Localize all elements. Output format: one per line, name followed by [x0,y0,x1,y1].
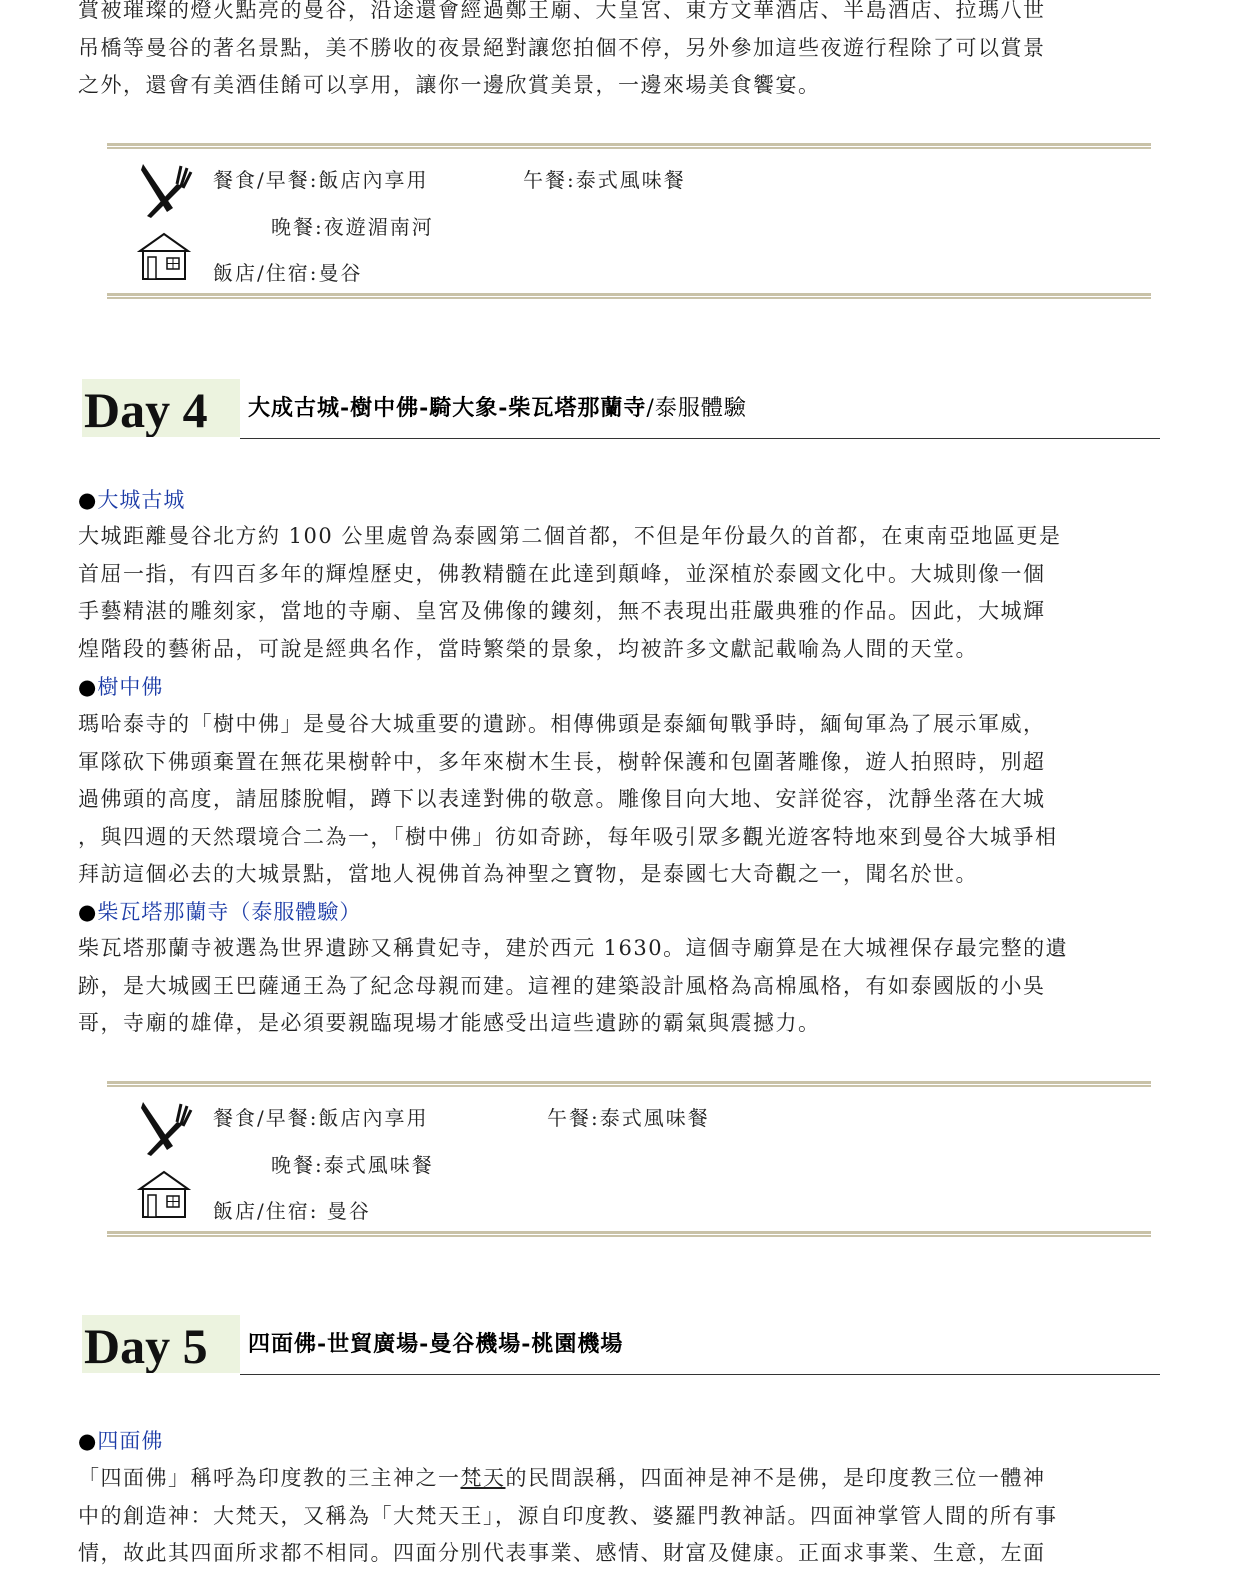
day5-header [82,1315,1160,1377]
section-heading-text: 大城古城 [97,488,186,512]
paragraph-line: 瑪哈泰寺的「樹中佛」是曼谷大城重要的遺跡。相傳佛頭是泰緬甸戰爭時，緬甸軍為了展示軍威， [78,712,1046,736]
section-paragraph [78,930,1168,1043]
paragraph-line: 過佛頭的高度，請屈膝脫帽，蹲下以表達對佛的敬意。雕像目向大地、安詳從容，沈靜坐落在大城 [78,787,1046,812]
section-heading-text: 柴瓦塔那蘭寺（泰服體驗） [97,900,362,924]
paragraph-line: 柴瓦塔那蘭寺被選為世界遺跡又稱貴妃寺，建於西元 1630。這個寺廟算是在大城裡保存最完整的遺 [78,936,1069,960]
section-heading-text: 樹中佛 [97,675,164,699]
divider [240,438,1160,439]
meal-box-day4 [107,1081,1151,1237]
day-label: Day 5 [82,1315,240,1373]
dinner-text: 晚餐:夜遊湄南河 [271,215,434,239]
hotel-text: 飯店/住宿:曼谷 [213,261,363,285]
bullet-icon: ● [78,488,98,512]
divider [240,1374,1160,1375]
text-run: 「四面佛」稱呼為印度教的三主神之一 [78,1466,461,1490]
breakfast-text: 餐食/早餐:飯店內享用 [213,168,429,192]
paragraph-line: 大城距離曼谷北方約 100 公里處曾為泰國第二個首都，不但是年份最久的首都，在東南亞地區更是 [78,524,1062,548]
day-label: Day 4 [82,379,240,437]
meal-box-day3 [107,143,1151,299]
day-title-main: 四面佛-世貿廣場-曼谷機場-桃園機場 [248,1331,624,1357]
fork-knife-icon [137,160,193,220]
paragraph-line: 情，故此其四面所求都不相同。四面分別代表事業、感情、財富及健康。正面求事業、生意，左面 [78,1541,1046,1566]
day-title [248,1327,623,1358]
divider [107,1231,1151,1237]
text-run: 的民間誤稱，四面神是神不是佛，是印度教三位一體神 [505,1466,1046,1490]
section-heading [78,1426,163,1456]
section-heading [78,897,361,927]
divider [107,1081,1151,1087]
paragraph-line [78,1466,1046,1490]
intro-line: 賞被璀璨的燈火點亮的曼谷，沿途還會經過鄭王廟、大皇宮、東方文華酒店、半島酒店、拉瑪八世 [78,0,1046,22]
lunch-text: 午餐:泰式風味餐 [547,1106,710,1130]
breakfast-text: 餐食/早餐:飯店內享用 [213,1106,429,1130]
day-title-sub: /泰服體驗 [646,396,747,421]
paragraph-line: ，與四週的天然環境合二為一，「樹中佛」彷如奇跡，每年吸引眾多觀光遊客特地來到曼谷大城爭相 [78,824,1058,849]
intro-paragraph [78,0,1168,105]
day-title-main: 大成古城-樹中佛-騎大象-柴瓦塔那蘭寺 [248,395,647,421]
bullet-icon: ● [78,675,98,699]
bullet-icon: ● [78,900,98,924]
divider [107,143,1151,149]
paragraph-line: 煌階段的藝術品，可說是經典名作，當時繁榮的景象，均被許多文獻記載喻為人間的天堂。 [78,636,978,661]
intro-line: 之外，還會有美酒佳餚可以享用，讓你一邊欣賞美景，一邊來場美食饗宴。 [78,73,821,98]
house-icon [137,231,191,281]
paragraph-line: 跡，是大城國王巴薩通王為了紀念母親而建。這裡的建築設計風格為高棉風格，有如泰國版的小吳 [78,973,1046,998]
paragraph-line: 手藝精湛的雕刻家，當地的寺廟、皇宮及佛像的鏤刻，無不表現出莊嚴典雅的作品。因此，大城輝 [78,599,1046,624]
paragraph-line: 哥，寺廟的雄偉，是必須要親臨現場才能感受出這些遺跡的霸氣與震撼力。 [78,1011,821,1036]
day-title [248,391,747,422]
section-paragraph [78,518,1168,668]
lunch-text: 午餐:泰式風味餐 [523,168,686,192]
divider [107,293,1151,299]
paragraph-line: 軍隊砍下佛頭棄置在無花果樹幹中，多年來樹木生長，樹幹保護和包圍著雕像，遊人拍照時，別超 [78,749,1046,774]
house-icon [137,1169,191,1219]
bullet-icon: ● [78,1429,98,1453]
intro-line: 吊橋等曼谷的著名景點，美不勝收的夜景絕對讓您拍個不停，另外參加這些夜遊行程除了可以賞景 [78,35,1046,60]
underlined-term: 梵天 [460,1466,506,1490]
fork-knife-icon [137,1098,193,1158]
section-paragraph [78,1460,1168,1573]
paragraph-line: 拜訪這個必去的大城景點，當地人視佛首為神聖之寶物，是泰國七大奇觀之一，聞名於世。 [78,862,978,887]
section-heading-text: 四面佛 [97,1429,164,1453]
paragraph-line: 中的創造神：大梵天，又稱為「大梵天王」，源自印度教、婆羅門教神話。四面神掌管人間的所有事 [78,1503,1058,1528]
section-heading [78,672,163,702]
paragraph-line: 首屈一指，有四百多年的輝煌歷史，佛教精髓在此達到顛峰，並深植於泰國文化中。大城則像一個 [78,561,1046,586]
hotel-text: 飯店/住宿: 曼谷 [213,1199,371,1223]
section-heading [78,485,185,515]
dinner-text: 晚餐:泰式風味餐 [271,1153,434,1177]
day4-header [82,379,1160,441]
section-paragraph [78,706,1168,894]
